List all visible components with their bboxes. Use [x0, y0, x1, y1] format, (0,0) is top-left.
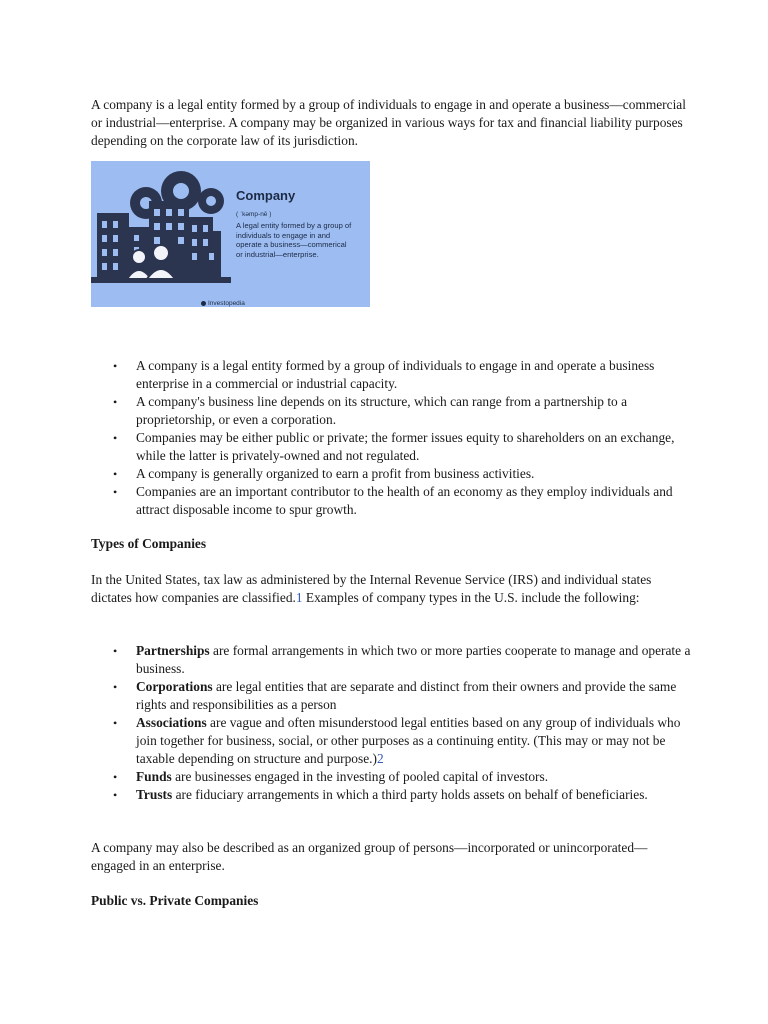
type-description: are formal arrangements in which two or more parties cooperate to manage and operate a business. [136, 643, 691, 676]
footnote-link-1[interactable]: 1 [295, 590, 303, 605]
figure-definition: A legal entity formed by a group of individuals to engage in and operate a business—commerical or industrial—enterprise. [236, 221, 352, 259]
list-item: • A company's business line depends on its structure, which can range from a partnership to a proprietorship, or even a corporation. [91, 393, 691, 429]
list-item: • A company is a legal entity formed by a group of individuals to engage in and operate a business enterprise in a commercial or industrial capacity. [91, 357, 691, 393]
type-description: are fiduciary arrangements in which a third party holds assets on behalf of beneficiaries. [172, 787, 648, 802]
list-item: • Companies may be either public or private; the former issues equity to shareholders on an exchange, while the latter is privately-owned and not regulated. [91, 429, 691, 465]
company-types-list [91, 642, 691, 804]
types-intro-paragraph [91, 571, 671, 607]
type-term: Partnerships [136, 643, 210, 658]
footnote-link-2[interactable]: 2 [376, 751, 384, 766]
type-term: Corporations [136, 679, 213, 694]
list-item [91, 786, 691, 804]
type-description: are businesses engaged in the investing of pooled capital of investors. [171, 769, 549, 784]
list-item [91, 768, 691, 786]
investopedia-logo-icon [201, 301, 206, 306]
types-heading: Types of Companies [91, 536, 207, 551]
type-description: are vague and often misunderstood legal entities based on any group of individuals who join together for business, social, or other purposes as a continuing entity. (This may or may not be taxable depending on structure and purpose.) [136, 715, 681, 766]
type-term: Trusts [136, 787, 173, 802]
figure-pronunciation: ( ˈkəmp-nē ) [236, 211, 272, 218]
public-private-heading: Public vs. Private Companies [91, 893, 259, 908]
types-intro-text-continued: Examples of company types in the U.S. include the following: [302, 590, 640, 605]
types-intro-text: In the United States, tax law as administered by the Internal Revenue Service (IRS) and individual states dictates how companies are classified. [91, 572, 652, 605]
key-points-list [91, 357, 691, 519]
list-item [91, 678, 691, 714]
list-item [91, 642, 691, 678]
intro-paragraph: A company is a legal entity formed by a group of individuals to engage in and operate a business—commercial or industrial—enterprise. A company may be organized in various ways for tax and financial liability purposes depending on the corporate law of its jurisdiction. [91, 97, 686, 148]
type-description: are legal entities that are separate and distinct from their owners and provide the same rights and responsibilities as a person [136, 679, 677, 712]
type-term: Funds [136, 769, 172, 784]
also-described-paragraph: A company may also be described as an organized group of persons—incorporated or unincorporated—engaged in an enterprise. [91, 840, 648, 873]
list-item: • Companies are an important contributor to the health of an economy as they employ individuals and attract disposable income to spur growth. [91, 483, 691, 519]
figure-credit [201, 295, 245, 307]
type-term: Associations [136, 715, 207, 730]
list-item [91, 714, 691, 768]
figure-title: Company [236, 188, 296, 203]
list-item: • A company is generally organized to earn a profit from business activities. [91, 465, 691, 483]
figure-credit-text: Investopedia [208, 300, 245, 307]
company-definition-image [91, 161, 370, 307]
